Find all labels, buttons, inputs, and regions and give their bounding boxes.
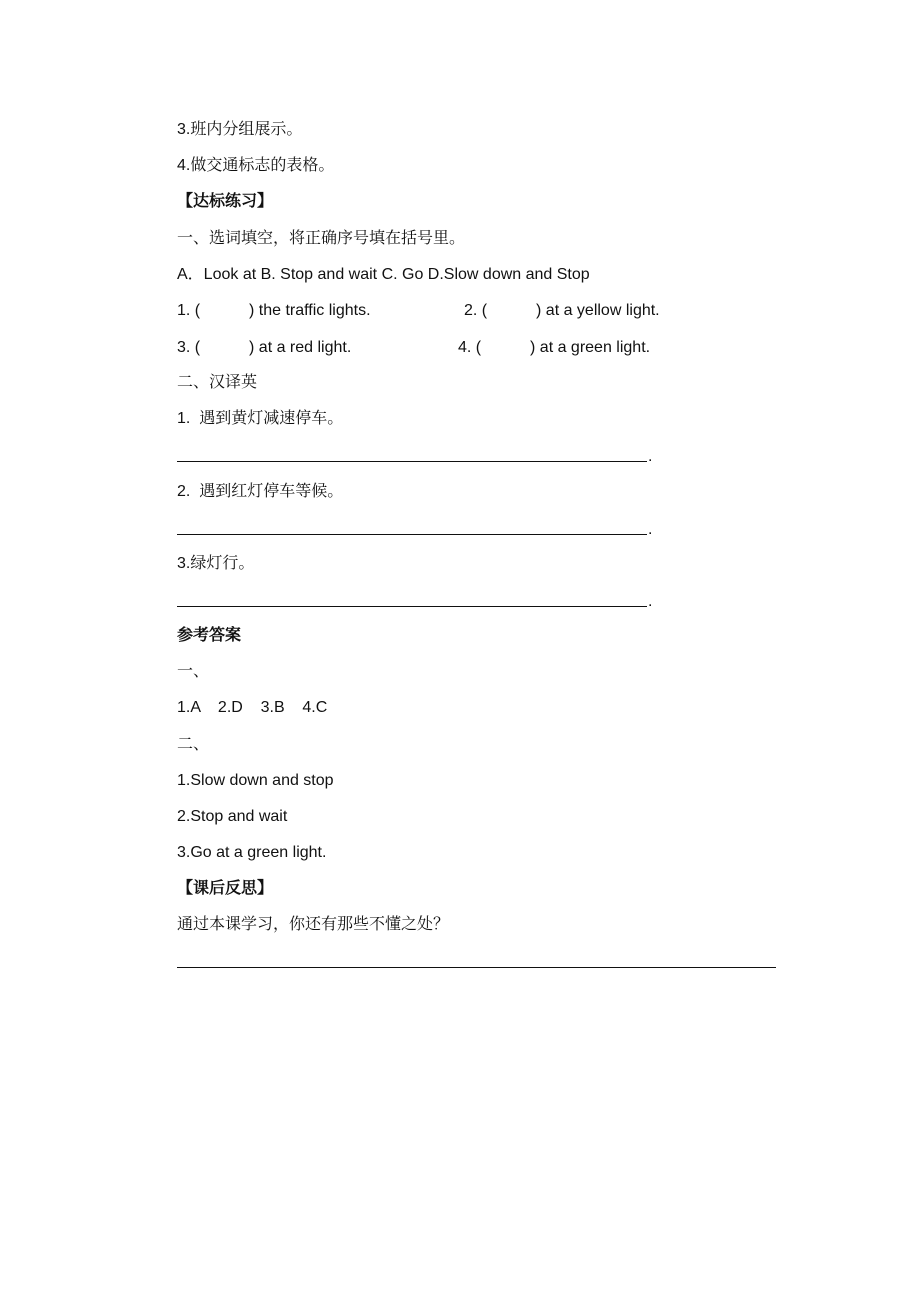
part1-title: 一、选词填空，将正确序号填在括号里。	[177, 230, 466, 247]
answer-line-2[interactable]	[177, 534, 647, 535]
question-1: 1. ( ) the traffic lights.	[177, 302, 371, 319]
answer-line-3-period: .	[648, 593, 653, 610]
answer-line-1-period: .	[648, 448, 653, 465]
answer-2: 2.Stop and wait	[177, 808, 288, 825]
answers-heading: 参考答案	[177, 627, 242, 644]
question-3: 3. ( ) at a red light.	[177, 339, 352, 356]
answer-line-2-period: .	[648, 521, 653, 538]
options-line: A．Look at B. Stop and wait C. Go D.Slow down and Stop	[177, 266, 590, 283]
answers-part1-label: 一、	[177, 663, 210, 680]
practice-heading: 【达标练习】	[177, 193, 274, 210]
answers-part2-label: 二、	[177, 736, 210, 753]
translate-3: 3.绿灯行。	[177, 555, 255, 572]
translate-1: 1. 遇到黄灯减速停车。	[177, 410, 344, 427]
part2-title: 二、汉译英	[177, 374, 258, 391]
answer-line-1[interactable]	[177, 461, 647, 462]
translate-2: 2. 遇到红灯停车等候。	[177, 483, 344, 500]
step-3-text: 3.班内分组展示。	[177, 121, 303, 138]
answer-3: 3.Go at a green light.	[177, 844, 327, 861]
question-4: 4. ( ) at a green light.	[458, 339, 651, 356]
reflection-heading: 【课后反思】	[177, 880, 274, 897]
reflection-answer-line[interactable]	[177, 967, 776, 968]
answer-line-3[interactable]	[177, 606, 647, 607]
answer-1: 1.Slow down and stop	[177, 772, 334, 789]
step-4-text: 4.做交通标志的表格。	[177, 157, 335, 174]
question-2: 2. ( ) at a yellow light.	[464, 302, 660, 319]
answers-part1-values: 1.A 2.D 3.B 4.C	[177, 699, 328, 716]
reflection-prompt: 通过本课学习，你还有那些不懂之处？	[177, 916, 450, 933]
